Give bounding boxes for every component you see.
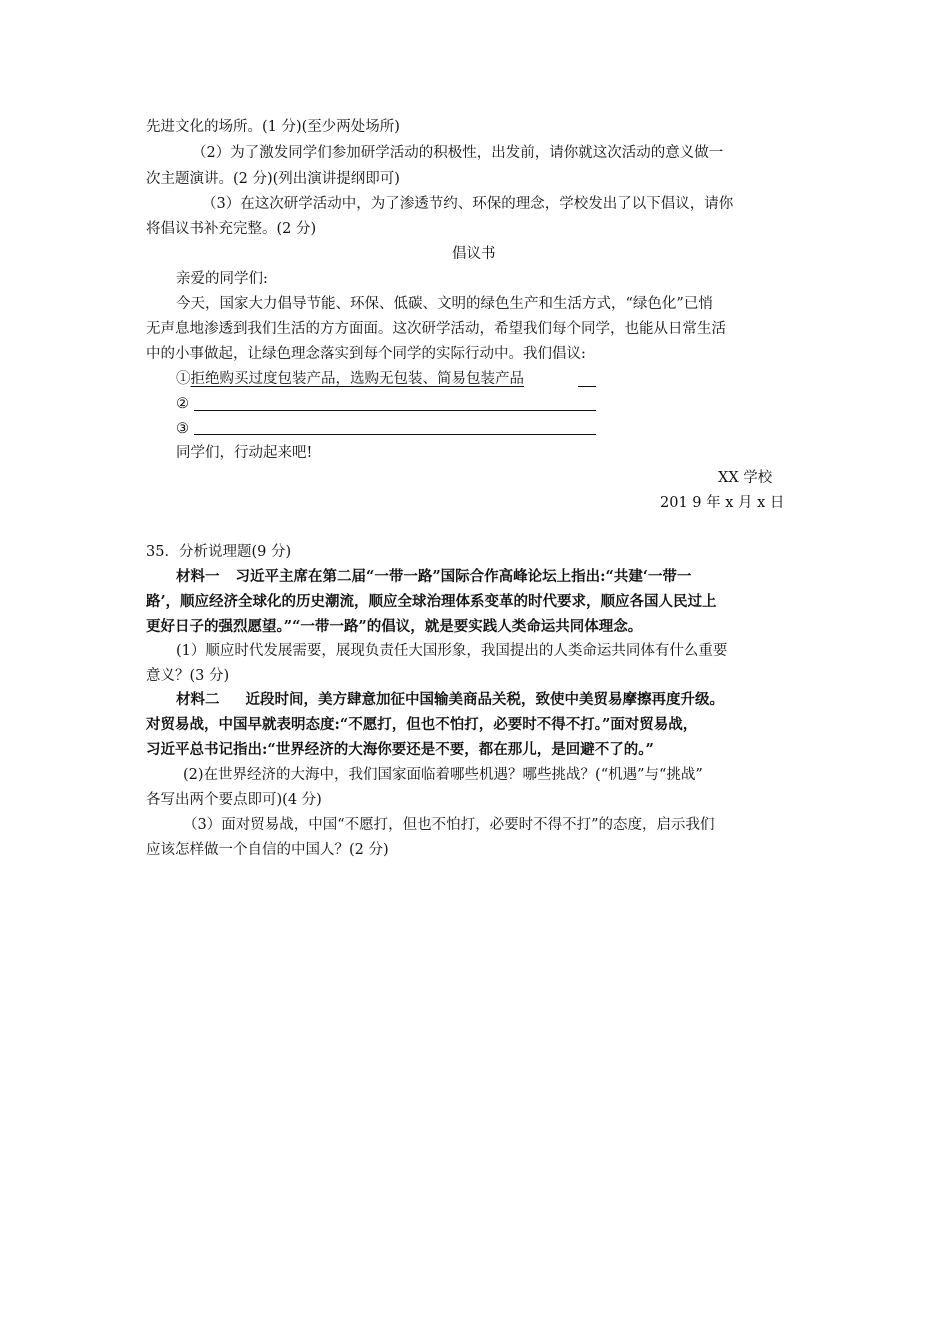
item-1-text: 拒绝购买过度包装产品，选购无包装、简易包装产品	[190, 371, 524, 387]
material-2-text: 近段时间，美方肆意加征中国输美商品关税，致使中美贸易摩擦再度升级。	[245, 691, 724, 708]
proposal-title: 倡议书	[452, 246, 496, 262]
q3-text-line1: （3）在这次研学活动中，为了渗透节约、环保的理念，学校发出了以下倡议，请你	[202, 196, 734, 212]
material-2-line1	[176, 690, 724, 710]
proposal-item-1	[176, 369, 524, 389]
material-1-line2: 路’，顺应经济全球化的历史潮流，顺应全球治理体系变革的时代要求，顺应各国人民过上	[146, 593, 717, 610]
proposal-item-2-marker: ②	[176, 396, 189, 412]
proposal-body-line3: 中的小事做起，让绿色理念落实到每个同学的实际行动中。我们倡议:	[146, 346, 586, 362]
proposal-greeting: 亲爱的同学们:	[176, 271, 268, 287]
material-1-line1	[176, 567, 691, 587]
q1-continuation: 先进文化的场所。(1 分)(至少两处场所)	[146, 119, 400, 135]
material-1-label: 材料一	[176, 568, 220, 585]
subq-1-line2: 意义？(3 分)	[146, 668, 230, 684]
q2-text-line2: 次主题演讲。(2 分)(列出演讲提纲即可)	[146, 171, 400, 187]
proposal-item-3-marker: ③	[176, 421, 189, 437]
proposal-closing: 同学们，行动起来吧!	[176, 445, 313, 461]
material-2-line2: 对贸易战，中国早就表明态度:“不愿打，但也不怕打，必要时不得不打。”面对贸易战，	[146, 716, 698, 733]
material-2-line3: 习近平总书记指出:“世界经济的大海你要还是不要，都在那儿，是回避不了的。”	[146, 741, 654, 758]
proposal-body-line1: 今天，国家大力倡导节能、环保、低碳、文明的绿色生产和生活方式，“绿色化”已悄	[176, 296, 713, 312]
q35-heading: 35．分析说理题(9 分)	[146, 544, 292, 560]
subq-3-line2: 应该怎样做一个自信的中国人？(2 分)	[146, 842, 389, 858]
material-1-line3: 更好日子的强烈愿望。”“一带一路”的倡议，就是要实践人类命运共同体理念。	[146, 618, 643, 635]
subq-1-line1: (1）顺应时代发展需要，展现负责任大国形象，我国提出的人类命运共同体有什么重要	[176, 643, 728, 659]
material-1-text: 习近平主席在第二届“一带一路”国际合作高峰论坛上指出:“共建‘一带一	[235, 568, 692, 585]
subq-2-line2: 各写出两个要点即可)(4 分)	[146, 792, 322, 808]
item-1-underline-tail	[578, 386, 596, 387]
item-1-marker: ①	[176, 371, 191, 387]
proposal-signature: XX 学校	[718, 470, 773, 486]
proposal-item-2-blank[interactable]	[194, 410, 596, 411]
subq-3-line1: （3）面对贸易战，中国“不愿打，但也不怕打，必要时不得不打”的态度，启示我们	[183, 817, 715, 833]
subq-2-line1: (2)在世界经济的大海中，我们国家面临着哪些机遇？哪些挑战？(“机遇”与“挑战”	[183, 767, 703, 783]
proposal-date: 201 9 年 x 月 x 日	[660, 495, 785, 511]
q2-text-line1: （2）为了激发同学们参加研学活动的积极性，出发前，请你就这次活动的意义做一	[192, 145, 724, 161]
proposal-item-3-blank[interactable]	[194, 434, 596, 435]
proposal-body-line2: 无声息地渗透到我们生活的方方面面。这次研学活动，希望我们每个同学，也能从日常生活	[146, 321, 726, 337]
material-2-label: 材料二	[176, 691, 220, 708]
q3-text-line2: 将倡议书补充完整。(2 分)	[146, 221, 317, 237]
